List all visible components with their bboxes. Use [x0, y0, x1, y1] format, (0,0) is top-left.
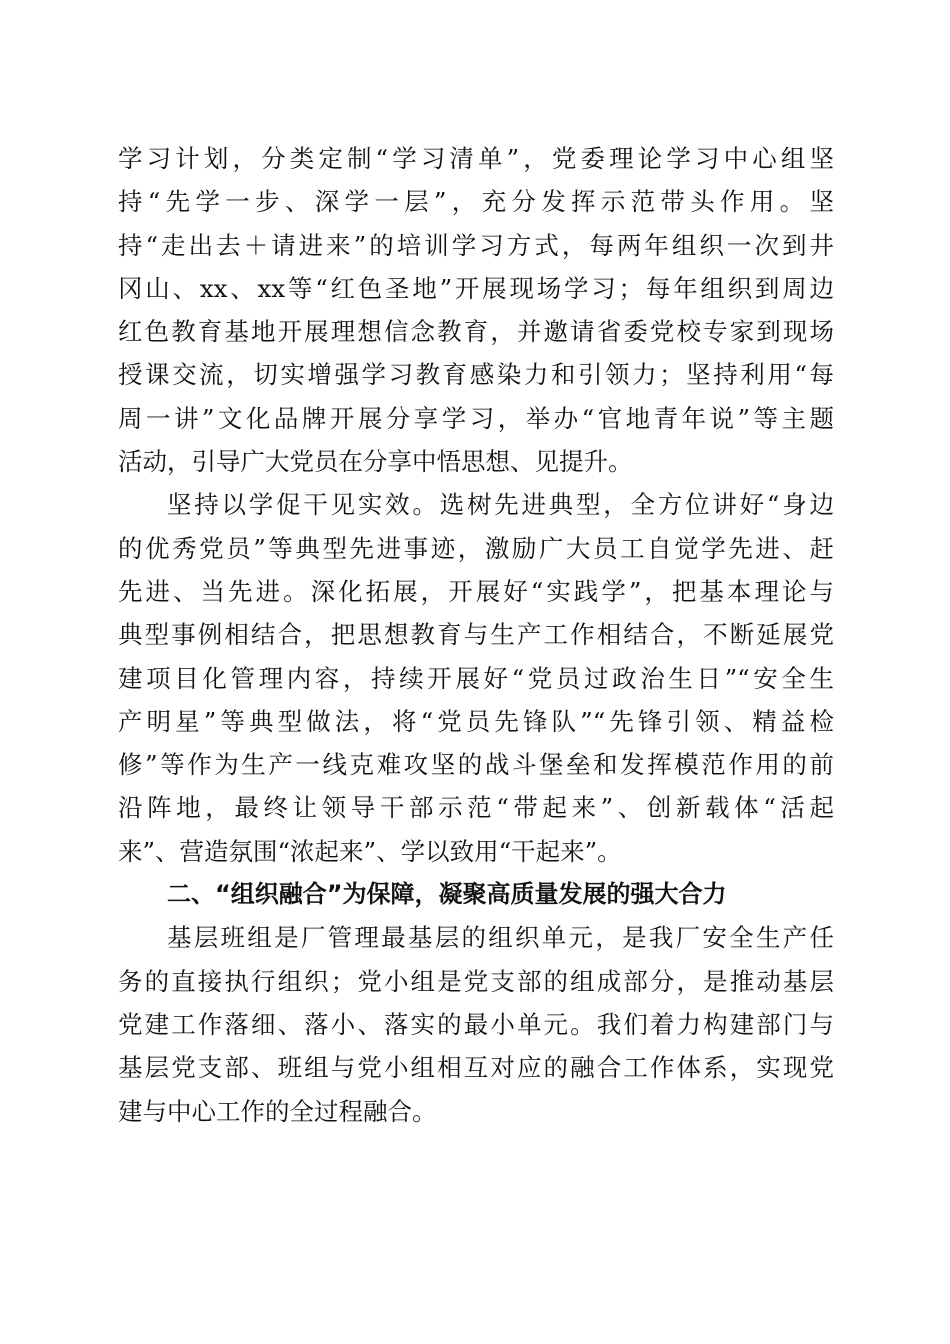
paragraph-line: 先进、当先进。深化拓展，开展好“实践学”，把基本理论与	[118, 576, 834, 606]
paragraph-line: 沿阵地，最终让领导干部示范“带起来”、创新载体“活起	[118, 793, 834, 823]
paragraph-line: 建项目化管理内容，持续开展好“党员过政治生日”“安全生	[118, 663, 834, 693]
paragraph-1	[118, 137, 834, 483]
paragraph-line: 坚持以学促干见实效。选树先进典型，全方位讲好“身边	[167, 490, 834, 520]
paragraph-line: 活动，引导广大党员在分享中悟思想、见提升。	[118, 447, 633, 477]
paragraph-line: 基层班组是厂管理最基层的组织单元，是我厂安全生产任	[167, 923, 834, 953]
document-body	[118, 137, 834, 1133]
paragraph-line: 建与中心工作的全过程融合。	[118, 1096, 437, 1126]
paragraph-line: 学习计划，分类定制“学习清单”，党委理论学习中心组坚	[118, 144, 834, 173]
paragraph-3	[118, 916, 834, 1132]
section-heading: 二、“组织融合”为保障，凝聚高质量发展的强大合力	[167, 880, 727, 909]
paragraph-line: 持“走出去＋请进来”的培训学习方式，每两年组织一次到井	[118, 230, 834, 260]
paragraph-line: 党建工作落细、落小、落实的最小单元。我们着力构建部门与	[118, 1009, 834, 1039]
paragraph-line: 务的直接执行组织；党小组是党支部的组成部分，是推动基层	[118, 966, 834, 996]
paragraph-line: 持“先学一步、深学一层”，充分发挥示范带头作用。坚	[118, 187, 834, 217]
paragraph-line: 周一讲”文化品牌开展分享学习，举办“官地青年说”等主题	[118, 403, 834, 433]
paragraph-2	[118, 483, 834, 873]
paragraph-line: 冈山、xx、xx等“红色圣地”开展现场学习；每年组织到周边	[118, 273, 834, 303]
paragraph-line: 来”、营造氛围“浓起来”、学以致用“干起来”。	[118, 836, 622, 866]
paragraph-line: 的优秀党员”等典型先进事迹，激励广大员工自觉学先进、赶	[118, 533, 834, 563]
paragraph-line: 授课交流，切实增强学习教育感染力和引领力；坚持利用“每	[118, 360, 834, 390]
paragraph-line: 基层党支部、班组与党小组相互对应的融合工作体系，实现党	[118, 1053, 834, 1083]
paragraph-line: 红色教育基地开展理想信念教育，并邀请省委党校专家到现场	[118, 317, 834, 347]
paragraph-line: 修”等作为生产一线克难攻坚的战斗堡垒和发挥模范作用的前	[118, 750, 834, 780]
paragraph-line: 产明星”等典型做法，将“党员先锋队”“先锋引领、精益检	[118, 706, 834, 736]
paragraph-line: 典型事例相结合，把思想教育与生产工作相结合，不断延展党	[118, 620, 834, 650]
